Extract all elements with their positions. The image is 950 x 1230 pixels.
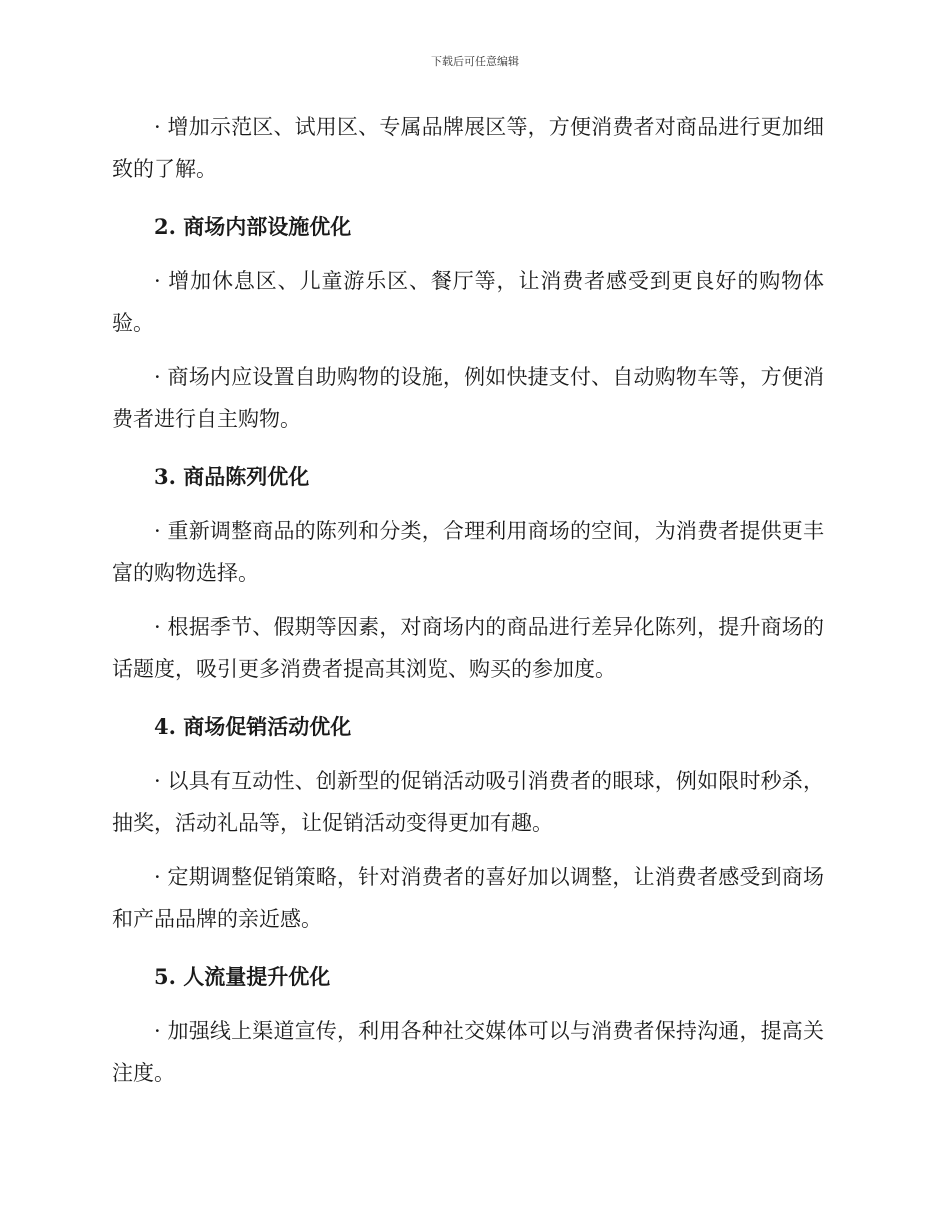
paragraph-rest-areas: · 增加休息区、儿童游乐区、餐厅等，让消费者感受到更良好的购物体验。 — [112, 269, 824, 335]
paragraph-interactive-promo: · 以具有互动性、创新型的促销活动吸引消费者的眼球，例如限时秒杀，抽奖，活动礼品等，让促销活动变得更加有趣。 — [112, 769, 824, 835]
document-body — [112, 106, 824, 1106]
section-heading-display: 3. 商品陈列优化 — [154, 464, 310, 489]
paragraph-promo-strategy: · 定期调整促销策略，针对消费者的喜好加以调整，让消费者感受到商场和产品品牌的亲近感。 — [112, 865, 824, 931]
paragraph-rearrange: · 重新调整商品的陈列和分类，合理利用商场的空间，为消费者提供更丰富的购物选择。 — [112, 519, 824, 585]
section-heading-promotions: 4. 商场促销活动优化 — [154, 714, 352, 739]
paragraph-self-service: · 商场内应设置自助购物的设施，例如快捷支付、自动购物车等，方便消费者进行自主购物。 — [112, 365, 824, 431]
section-heading-traffic: 5. 人流量提升优化 — [154, 964, 331, 989]
paragraph-online-channels: · 加强线上渠道宣传，利用各种社交媒体可以与消费者保持沟通，提高关注度。 — [112, 1019, 824, 1085]
paragraph-seasonal: · 根据季节、假期等因素，对商场内的商品进行差异化陈列，提升商场的话题度，吸引更多消费者提高其浏览、购买的参加度。 — [112, 615, 824, 681]
paragraph-showroom: · 增加示范区、试用区、专属品牌展区等，方便消费者对商品进行更加细致的了解。 — [112, 115, 824, 181]
section-heading-facilities: 2. 商场内部设施优化 — [154, 214, 352, 239]
page-header: 下载后可任意编辑 — [431, 55, 519, 68]
